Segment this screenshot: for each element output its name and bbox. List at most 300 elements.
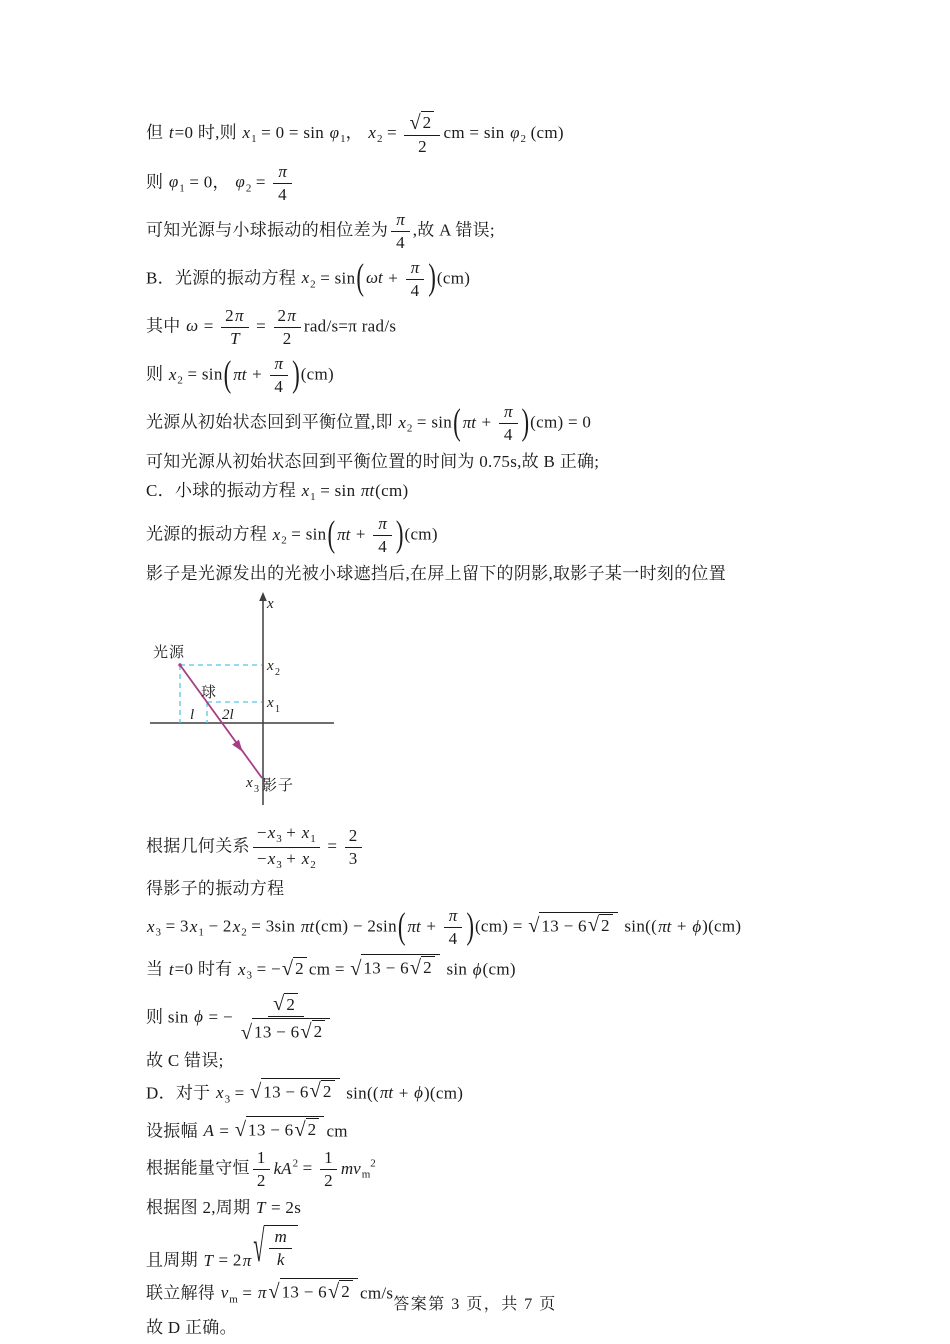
math-variable: x [301,481,310,501]
radical-sign: √ [528,914,540,937]
text-run: (cm) [375,481,409,501]
text-run: 2 [225,306,234,325]
text-run: = [230,1082,250,1102]
fraction-numerator [273,162,292,184]
figure-segment-2l-label: 2l [222,707,234,724]
fraction-denominator [225,328,244,349]
text-run: 影子是光源发出的光被小球遮挡后,在屏上留下的阴影,取影子某一时刻的位置 [146,564,726,584]
radical [310,1080,335,1102]
math-variable: φ [168,172,179,192]
subscript: 1 [310,833,316,846]
fraction-numerator [404,111,440,136]
subscript: 3 [276,833,282,846]
fraction [444,906,463,949]
figure-segment-l-label: l [190,707,195,724]
doc-line [146,306,950,349]
subscript: 3 [276,859,282,872]
fraction-denominator [445,928,462,949]
text-run: 4 [278,184,287,204]
math-variable: x [216,1082,224,1102]
text-run: 则 [146,172,168,192]
math-variable: ϕ [414,1082,423,1102]
text-run: = sin [286,524,327,544]
text-run: = 2s [266,1198,302,1218]
text-run: + [421,916,441,936]
subscript: 2 [310,278,316,291]
text-run: − 2 [203,916,232,936]
radical-sign: √ [240,1021,253,1044]
text-run: 4 [274,377,284,397]
text-run: 可知光源与小球振动的相位差为 [146,220,389,240]
text-run: 4 [503,425,513,445]
doc-line [146,450,950,474]
subscript: 2 [310,859,316,872]
math-variable: π [287,306,296,325]
math-variable: πt [300,916,315,936]
text-run: = [237,1283,257,1303]
text-run: = 3 [161,916,189,936]
fraction [253,1148,270,1191]
math-variable: π [503,402,513,422]
text-run: cm/s [360,1283,394,1303]
figure-label-shadow: 影子 [262,778,295,795]
fraction-denominator [279,328,296,349]
solution-text-top [0,0,950,586]
radical-body [264,1225,297,1270]
text-run: = sin [315,481,360,501]
doc-line [146,877,950,901]
fraction-numerator [345,826,362,848]
math-variable: πt [360,481,375,501]
text-run: (cm) [482,959,516,979]
math-variable: πt [407,916,421,936]
radical [409,111,434,133]
radical-sign: √ [300,1020,312,1043]
text-run: (cm) [436,268,471,288]
text-run: = [251,316,271,336]
math-variable: T [230,329,240,349]
math-variable: π [257,1283,267,1303]
math-variable: πt [337,524,351,544]
text-run: 根据能量守恒 [146,1158,250,1178]
fraction-numerator [268,993,304,1018]
subscript: 2 [376,132,383,145]
radical-body [361,954,439,979]
math-variable: k [276,1250,285,1270]
text-run: 4 [378,537,387,557]
math-variable: A [203,1121,214,1141]
math-variable: x [168,364,177,384]
math-variable: φ [235,172,245,192]
math-variable: x [272,524,281,544]
fraction [320,1148,337,1191]
fraction-numerator [221,306,248,328]
solution-text-bottom [0,823,950,1340]
math-variable: x [189,916,198,936]
fraction-numerator [320,1148,337,1170]
fraction-numerator [391,210,410,232]
radical-body [246,1116,324,1141]
text-run: 2 [313,1022,323,1042]
subscript: 2 [245,182,252,195]
subscript: m [361,1168,371,1181]
fraction-denominator [407,280,424,301]
text-run: 得影子的振动方程 [146,879,285,899]
math-variable: π [278,161,287,181]
radical-body [252,1018,330,1043]
doc-line [146,993,950,1044]
fraction [273,162,292,205]
text-run: cm = [308,959,350,979]
text-run: 则 sin [146,1007,194,1027]
math-variable: π [448,906,458,926]
text-run: 2 [601,915,610,935]
text-run: = sin [182,364,223,384]
radical-sign: √ [281,957,294,980]
subscript: 1 [198,926,204,939]
text-run: 4 [410,280,420,300]
text-run: 4 [448,929,458,949]
fraction [391,210,410,253]
text-run: (cm) [404,524,438,544]
radical [282,957,307,979]
fraction [404,111,440,157]
math-variable: φ [329,122,340,142]
subscript: 1 [310,491,316,504]
doc-line [146,479,950,509]
math-variable: x [267,823,276,843]
text-run: = [214,1121,234,1141]
radical [294,1118,319,1140]
x-axis-arrowhead [259,592,267,601]
text-run: (cm) − 2sin [315,916,397,936]
subscript: 2 [177,374,183,387]
math-variable: π [274,354,284,374]
radical-sign: √ [587,914,600,937]
fraction-denominator [345,848,362,869]
text-run: = [298,1158,318,1178]
text-run: ,故 A 错误; [412,220,495,240]
text-run: = 0， [184,172,235,192]
text-run: = [322,836,342,856]
math-variable: φ [510,122,520,142]
radical [250,1078,340,1103]
page-footer: 答案第 3 页，共 7 页 [393,1296,557,1313]
math-variable: π [242,1250,252,1270]
math-variable: x [147,916,155,936]
text-run: 光源的振动方程 [146,524,272,544]
text-run: B．光源的振动方程 [146,268,301,288]
radical-sign: √ [327,1280,340,1303]
text-run: (cm) = [474,916,528,936]
text-run: 1 [256,1148,266,1168]
text-run: =0 时,则 [174,122,242,142]
doc-line [146,562,950,586]
text-run: 联立解得 [146,1283,220,1303]
fraction-denominator [272,1249,290,1270]
radical-body [293,957,307,979]
subscript: 2 [241,926,247,939]
radical [300,1020,325,1042]
text-run: = [199,316,219,336]
math-variable: x [398,412,406,432]
radical-body [261,1078,339,1103]
radical-sign: √ [273,993,285,1016]
fraction-denominator [320,1170,337,1191]
math-variable: ϕ [194,1007,203,1027]
radical-sign: √ [309,1080,321,1103]
math-variable: x [301,849,310,869]
radical-sign: √ [409,957,422,980]
radical-body [539,912,617,937]
math-variable: πt [462,412,476,432]
doc-line [146,1196,950,1220]
math-variable: x [267,849,276,869]
text-run: + [476,412,496,432]
text-run: = [251,172,271,192]
text-run: 13 − 6 [248,1120,294,1140]
figure-canvas [146,591,356,813]
text-run: + [247,364,267,384]
math-variable: x [237,959,246,979]
text-run: = sin [315,268,356,288]
text-run: ， [345,122,368,142]
text-run: 但 [146,122,168,142]
radical [241,1018,331,1043]
text-run: 2 [422,113,432,132]
figure-label-source: 光源 [153,645,186,662]
doc-line: $x_3 = 3x_1 - 2x_2 = 3\sin$ πt(cm) − 2sin( πt + $\frac{\pi}{4}$ )(cm) = √ 13 − 6 √ 2 sin((πt + ϕ)(cm) [147,905,742,949]
subscript: 3 [246,969,253,982]
text-run: 其中 [146,316,186,336]
radical-body [421,111,435,133]
fraction [236,993,337,1044]
text-run: + [281,823,301,843]
text-run: − [256,849,267,869]
doc-line [146,1116,950,1143]
text-run: = − [203,1007,233,1027]
fraction-numerator [253,823,320,848]
math-variable: ωt [366,268,383,288]
superscript: 2 [292,1157,299,1170]
math-variable: t [168,122,174,142]
text-run: 1 [324,1148,333,1168]
figure-x1-label: x [267,695,274,712]
fraction [345,826,362,869]
fraction-denominator [392,232,409,253]
figure-x2-subscript: 2 [275,667,280,679]
fraction-numerator [269,1227,291,1249]
radical-body [306,1118,320,1140]
math-variable: T [203,1250,213,1270]
math-variable: x [232,916,241,936]
text-run: 根据几何关系 [146,836,250,856]
text-run: 2 [322,1081,332,1101]
fraction-denominator [374,536,391,557]
text-run: D．对于 [146,1082,216,1102]
radical [253,1225,297,1270]
text-run: 4 [396,232,405,252]
text-run: 故 C 错误; [146,1050,224,1070]
subscript: 2 [281,534,287,547]
text-run: 故 D 正确。 [146,1318,237,1338]
text-run: = [382,122,402,142]
math-variable: t [168,959,174,979]
radical-sign: √ [294,1118,306,1141]
math-variable: kA [273,1158,292,1178]
light-source-point [178,664,181,667]
fraction [269,1227,291,1270]
math-variable: π [410,257,420,277]
text-run: 2 [348,826,358,846]
text-run: rad/s=π rad/s [303,316,397,336]
radical-sign: √ [250,1080,262,1103]
figure-label-ball: 球 [201,685,218,702]
text-run: 当 [146,959,168,979]
math-variable: πt [379,1082,394,1102]
text-run: 2 [286,994,296,1014]
text-run: sin [441,959,472,979]
text-run: + [281,849,301,869]
radical-sign: √ [409,111,421,134]
figure-x3-label: x [246,775,253,792]
text-run: 则 [146,364,168,384]
doc-line: 则 $x_2 = \sin$( πt + $\frac{\pi}{4}$ )(cm) [146,353,334,397]
fraction-denominator [500,424,517,445]
text-run: 13 − 6 [541,916,587,936]
subscript: 1 [340,132,346,145]
figure-x2-label: x [267,658,274,675]
text-run: 根据图 2,周期 [146,1198,255,1218]
math-variable: T [255,1198,266,1218]
doc-line: 光源的振动方程 $x_2 = \sin$( πt + $\frac{\pi}{4}$ )(cm) [146,513,438,557]
math-variable: ϕ [692,916,702,936]
text-run: = 0 = sin [256,122,329,142]
radical-body [284,993,298,1015]
math-variable: π [378,514,387,534]
text-run: cm = sin [443,122,510,142]
math-variable: x [301,823,310,843]
text-run: 2 [423,958,432,978]
doc-line [146,1225,950,1273]
math-variable: m [274,1227,287,1247]
subscript: 2 [520,132,527,145]
text-run: 2 [277,306,287,325]
text-run: (cm) [300,364,334,384]
math-variable: mv [340,1158,361,1178]
fraction [373,514,392,557]
doc-line [146,823,950,872]
subscript: 2 [406,422,413,435]
radical-body [312,1020,326,1042]
text-run: C．小球的振动方程 [146,481,301,501]
fraction-numerator [499,402,518,424]
subscript: 3 [155,926,162,939]
fraction [221,306,248,349]
text-run: 设振幅 [146,1121,203,1141]
text-run: 13 − 6 [263,1082,309,1102]
text-run: 2 [295,959,304,979]
text-run: 2 [307,1119,317,1139]
doc-line [146,954,950,987]
radical [410,956,435,978]
figure-x1-subscript: 1 [275,704,280,716]
text-run: 13 − 6 [363,959,409,979]
math-variable: x [301,268,310,288]
math-variable: v [220,1283,229,1303]
subscript: 3 [224,1092,231,1105]
fraction-denominator [253,1170,270,1191]
fraction [270,354,289,397]
radical-sign: √ [350,957,362,980]
fraction-numerator [253,1148,270,1170]
text-run: 且周期 [146,1250,203,1270]
radical [350,954,440,979]
radical [588,914,613,936]
text-run: )(cm) [423,1082,464,1102]
fraction-numerator [270,354,289,376]
text-run: − [256,823,267,843]
figure-axis-label: x [267,596,274,613]
radical-sign: √ [234,1119,247,1142]
text-run: sin(( [341,1082,379,1102]
text-run: (cm) [526,122,564,142]
text-run: 2 [282,329,292,349]
math-variable: πt [233,364,247,384]
fraction-denominator [236,1017,337,1043]
fraction-numerator [373,514,392,536]
text-run: )(cm) [702,916,742,936]
math-variable: π [396,209,405,229]
fraction-numerator [406,258,425,280]
superscript: 2 [370,1157,376,1170]
doc-line: 光源从初始状态回到平衡位置,即 $x_2 = \sin$( πt + $\frac{\pi}{4}$ )(cm) = 0 [146,401,592,445]
text-run: + [394,1082,414,1102]
math-variable: ω [186,316,199,336]
text-run: 13 − 6 [254,1022,300,1042]
fraction [253,823,320,872]
doc-line: B．光源的振动方程 $x_2 = \sin$( ωt + $\frac{\pi}{4}$ )(cm) [146,257,471,300]
doc-line [146,1316,950,1340]
doc-line [146,210,950,253]
figure-x3-subscript: 3 [254,784,259,796]
fraction [406,258,425,301]
text-run: = sin [412,412,453,432]
text-run: = − [252,959,281,979]
math-variable: x [242,122,251,142]
fraction-denominator [274,184,291,205]
radical-sign: √ [253,1223,265,1272]
text-run: (cm) = 0 [530,412,592,432]
text-run: 13 − 6 [281,1282,327,1302]
radical-sign: √ [268,1281,280,1304]
radical-body [321,1080,335,1102]
text-run: + [351,524,371,544]
fraction-denominator [414,136,431,157]
radical [235,1116,325,1141]
text-run: + [383,268,403,288]
fraction [499,402,518,445]
text-run: 2 [418,136,427,156]
text-run: sin(( [619,916,658,936]
fraction-numerator [444,906,463,928]
subscript: m [229,1293,238,1306]
doc-line [146,162,950,205]
text-run: 2 [341,1281,350,1301]
fraction-denominator [270,376,287,397]
text-run: 3 [348,849,358,869]
text-run: + [672,916,692,936]
